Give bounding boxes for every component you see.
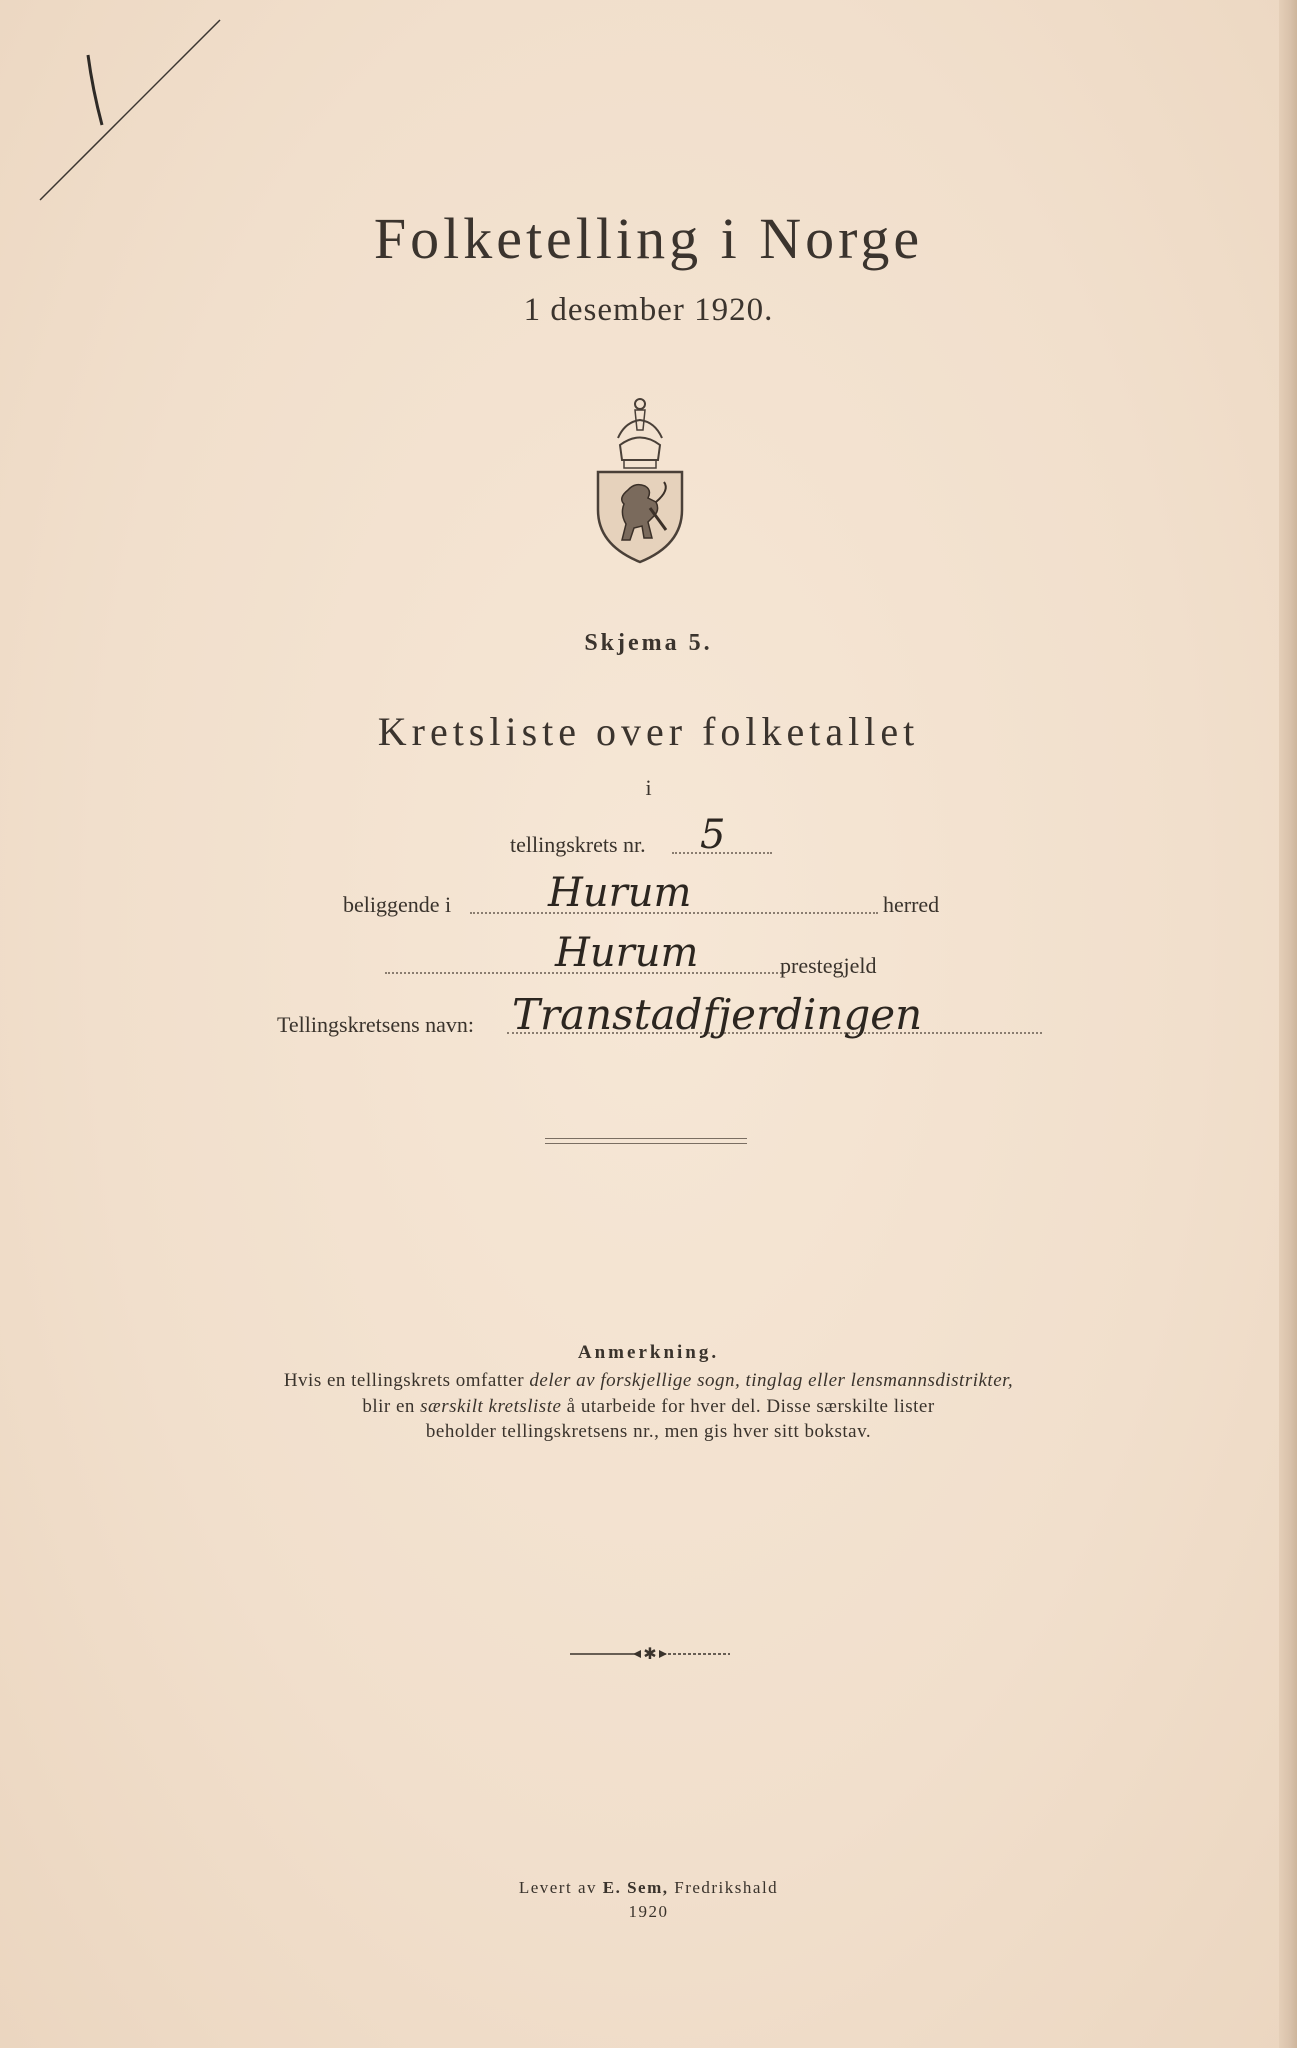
note-line-1-text: Hvis en tellingskrets omfatter — [283, 1370, 525, 1391]
census-date: 1 desember 1920. — [523, 292, 774, 328]
located-label: beliggende i — [343, 892, 452, 917]
herred-label: herred — [883, 892, 940, 917]
note-line-2-italic: særskilt kretsliste — [420, 1396, 562, 1417]
district-number-label: tellingskrets nr. — [510, 832, 646, 857]
divider-rule — [545, 1143, 747, 1144]
divider-rule — [545, 1138, 747, 1139]
note-heading: Anmerkning. — [577, 1342, 720, 1363]
ornament-divider-icon — [565, 1644, 735, 1664]
imprint-printer: E. Sem, — [602, 1878, 669, 1897]
imprint-year: 1920 — [628, 1902, 669, 1921]
form-subtitle: Kretsliste over folketallet — [377, 709, 920, 754]
document-title: Folketelling i Norge — [373, 206, 924, 271]
prestegjeld-value: Hurum — [555, 930, 699, 976]
note-line-2-text-a: blir en — [362, 1396, 415, 1417]
svg-text:✱: ✱ — [643, 1644, 657, 1663]
imprint-prefix: Levert av — [518, 1878, 597, 1897]
note-line-2-text-c: å utarbeide for hver del. Disse særskilte lister — [566, 1396, 935, 1417]
note-line-3: beholder tellingskretsens nr., men gis hver sitt bokstav. — [425, 1421, 872, 1442]
district-number-value: 5 — [700, 812, 726, 858]
form-schema-number: Skjema 5. — [584, 630, 713, 656]
imprint-place: Fredrikshald — [674, 1878, 779, 1897]
district-name-value: Transtadfjerdingen — [512, 990, 923, 1039]
printer-imprint — [0, 1878, 1297, 1898]
note-line-2 — [0, 1396, 1297, 1418]
prestegjeld-label: prestegjeld — [780, 953, 877, 978]
preposition-i: i — [645, 775, 652, 800]
pen-stroke-mark — [30, 15, 250, 215]
district-name-label: Tellingskretsens navn: — [277, 1012, 475, 1037]
note-line-1 — [0, 1370, 1297, 1392]
norwegian-coat-of-arms-icon — [590, 390, 690, 565]
note-line-1-italic: deler av forskjellige sogn, tinglag eller lensmannsdistrikter, — [529, 1370, 1014, 1391]
herred-value: Hurum — [548, 870, 692, 916]
